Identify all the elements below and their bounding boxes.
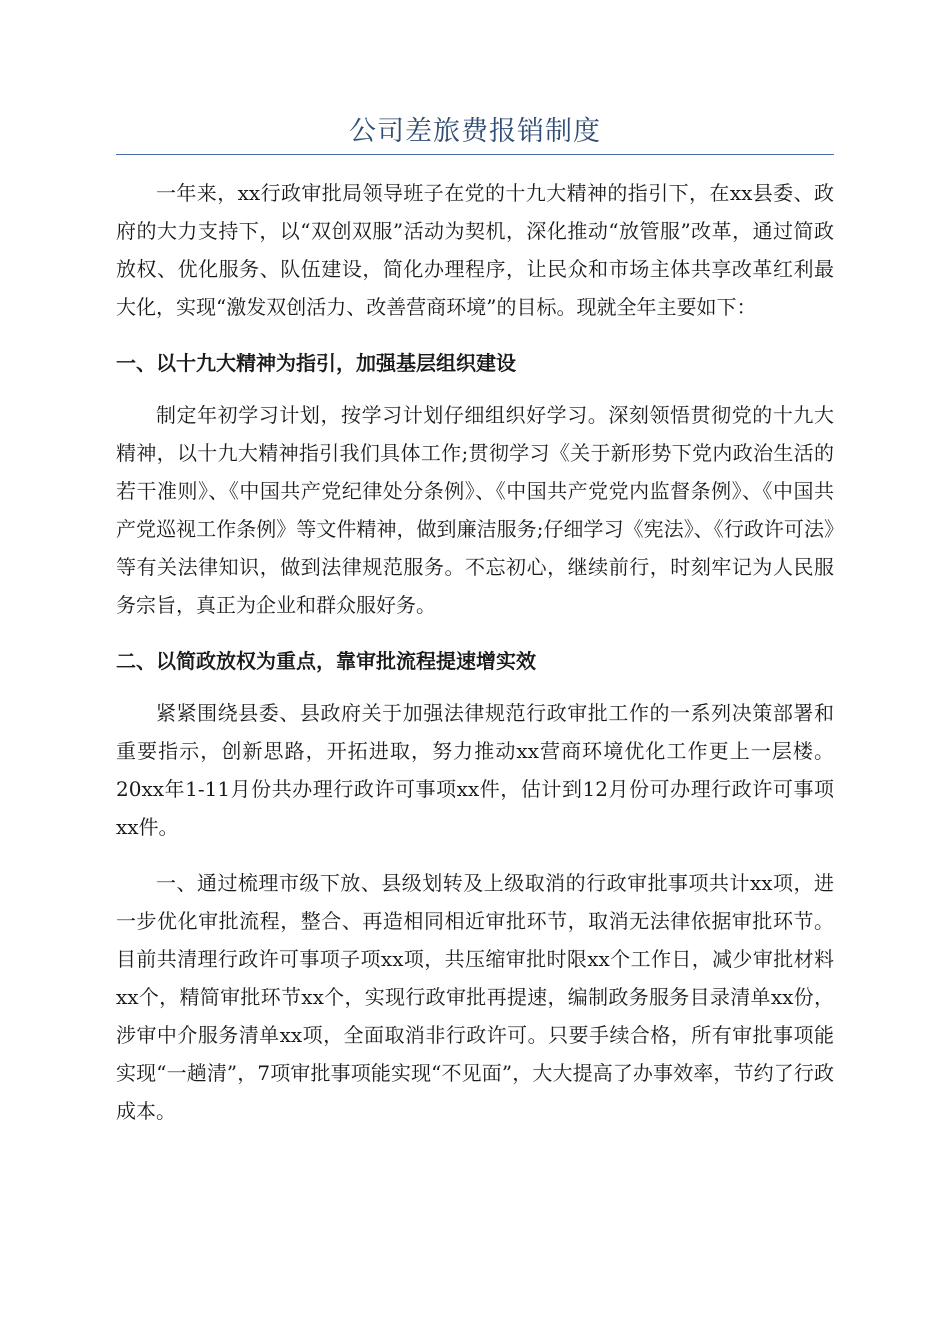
section-2-item-1-paragraph: 一、通过梳理市级下放、县级划转及上级取消的行政审批事项共计xx项，进一步优化审批流程，整合、再造相同相近审批环节，取消无法律依据审批环节。目前共清理行政许可事项子项xx项，共压缩审批时限xx个工作日，减少审批材料xx个，精简审批环节xx个，实现行政审批再提速，编制政务服务目录清单xx份，涉审中介服务清单xx项，全面取消非行政许可。只要手续合格，所有审批事项能实现“一趟清”，7项审批事项能实现“不见面”，大大提高了办事效率，节约了行政成本。 bbox=[116, 871, 834, 1123]
section-1-paragraph: 制定年初学习计划，按学习计划仔细组织好学习。深刻领悟贯彻党的十九大精神，以十九大精神指引我们具体工作;贯彻学习《关于新形势下党内政治生活的若干准则》、《中国共产党纪律处分条例》、《中国共产党党内监督条例》、《中国共产党巡视工作条例》等文件精神，做到廉洁服务;仔细学习《宪法》、《行政许可法》等有关法律知识，做到法律规范服务。不忘初心，继续前行，时刻牢记为人民服务宗旨，真正为企业和群众服好务。 bbox=[116, 403, 834, 617]
section-2-paragraph: 紧紧围绕县委、县政府关于加强法律规范行政审批工作的一系列决策部署和重要指示，创新思路，开拓进取，努力推动xx营商环境优化工作更上一层楼。20xx年1-11月份共办理行政许可事项xx件，估计到12月份可办理行政许可事项xx件。 bbox=[116, 701, 834, 839]
section-2-heading: 二、以简政放权为重点，靠审批流程提速增实效 bbox=[116, 649, 536, 673]
document-title: 公司差旅费报销制度 bbox=[349, 116, 601, 147]
section-1-heading: 一、以十九大精神为指引，加强基层组织建设 bbox=[116, 351, 516, 375]
document-body bbox=[116, 174, 834, 1130]
intro-paragraph: 一年来，xx行政审批局领导班子在党的十九大精神的指引下，在xx县委、政府的大力支持下，以“双创双服”活动为契机，深化推动“放管服”改革，通过简政放权、优化服务、队伍建设，简化办理程序，让民众和市场主体共享改革红利最大化，实现“激发双创活力、改善营商环境”的目标。现就全年主要如下： bbox=[116, 181, 834, 319]
title-underline bbox=[116, 154, 834, 155]
